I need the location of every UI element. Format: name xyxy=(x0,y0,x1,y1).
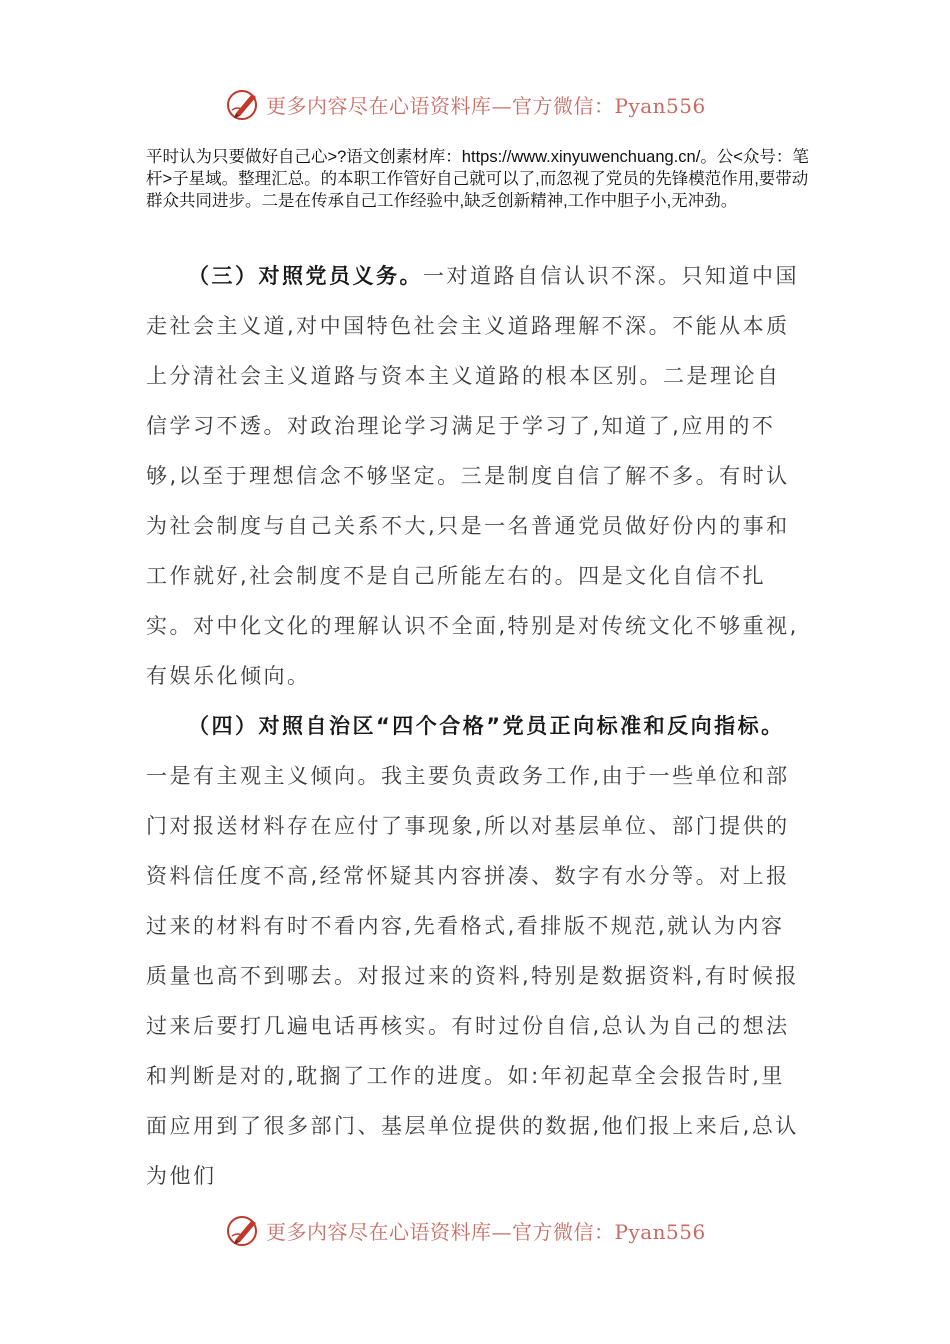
section-four-heading: （四）对照自治区“四个合格”党员正向标准和反向指标。 xyxy=(188,714,785,738)
footer-banner-text: 更多内容尽在心语资料库—官方微信：Pyan556 xyxy=(266,1219,706,1244)
pen-logo-icon xyxy=(226,1212,262,1248)
section-four-paragraph xyxy=(146,701,802,1201)
header-banner xyxy=(226,86,706,122)
document-body xyxy=(146,251,802,1201)
section-three-heading: （三）对照党员义务。 xyxy=(188,264,423,288)
pen-logo-icon xyxy=(226,86,262,122)
footer-banner xyxy=(226,1212,706,1248)
section-three-text: 一对道路自信认识不深。只知道中国走社会主义道,对中国特色社会主义道路理解不深。不能从本质上分清社会主义道路与资本主义道路的根本区别。二是理论自信学习不透。对政治理论学习满足于学习了,知道了,应用的不够,以至于理想信念不够坚定。三是制度自信了解不多。有时认为社会制度与自己关系不大,只是一名普通党员做好份内的事和工作就好,社会制度不是自己所能左右的。四是文化自信不扎实。对中化文化的理解认识不全面,特别是对传统文化不够重视,有娱乐化倾向。 xyxy=(146,264,799,688)
header-banner-text: 更多内容尽在心语资料库—官方微信：Pyan556 xyxy=(266,93,706,118)
intro-paragraph: 平时认为只要做好自己心>?语文创素材库：https://www.xinyuwenchuang.cn/。公<众号：笔杆>子星域。整理汇总。的本职工作管好自己就可以了,而忽视了党员的先锋模范作用,要带动群众共同进步。二是在传承自己工作经验中,缺乏创新精神,工作中胆子小,无冲劲。 xyxy=(146,148,809,210)
section-four-text: 一是有主观主义倾向。我主要负责政务工作,由于一些单位和部门对报送材料存在应付了事现象,所以对基层单位、部门提供的资料信任度不高,经常怀疑其内容拼凑、数字有水分等。对上报过来的材料有时不看内容,先看格式,看排版不规范,就认为内容质量也高不到哪去。对报过来的资料,特别是数据资料,有时候报过来后要打几遍电话再核实。有时过份自信,总认为自己的想法和判断是对的,耽搁了工作的进度。如:年初起草全会报告时,里面应用到了很多部门、基层单位提供的数据,他们报上来后,总认为他们 xyxy=(146,764,799,1188)
section-three-paragraph xyxy=(146,251,802,701)
